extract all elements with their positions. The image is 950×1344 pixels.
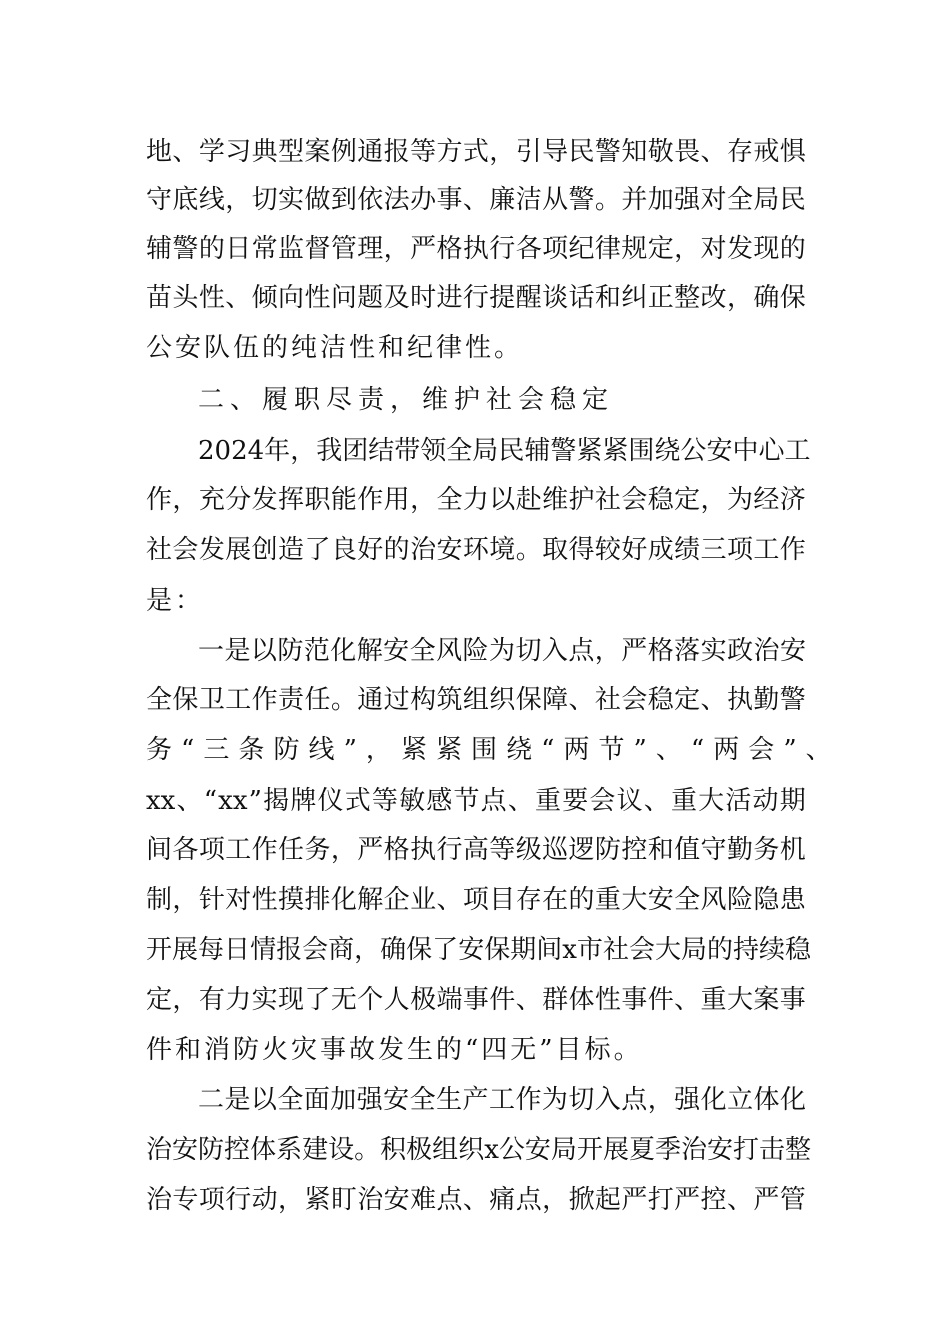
text-line: 务 “ 三 条 防 线 ” ， 紧 紧 围 绕 “ 两 节 ” 、 “ 两 会 ” 、 (146, 735, 832, 765)
text-line: xx 、 “ xx ” 揭 牌 仪 式 等 敏 感 节 点 、 重 要 会 议 、 重 大 活 动 期 (146, 786, 806, 816)
text-line: 辅 警 的 日 常 监 督 管 理 ， 严 格 执 行 各 项 纪 律 规 定 ， 对 发 现 的 (146, 234, 806, 264)
text-line: 制 ， 针 对 性 摸 排 化 解 企 业 、 项 目 存 在 的 重 大 安 全 风 险 隐 患 (146, 885, 806, 915)
text-line: 间 各 项 工 作 任 务 ， 严 格 执 行 高 等 级 巡 逻 防 控 和 值 守 勤 务 机 (146, 835, 806, 865)
text-line: 治 安 防 控 体 系 建 设 。 积 极 组 织 x 公 安 局 开 展 夏 季 治 安 打 击 整 (146, 1135, 812, 1165)
text-line: 2024 年 ， 我 团 结 带 领 全 局 民 辅 警 紧 紧 围 绕 公 安 中 心 工 (198, 436, 811, 466)
text-line: 社 会 发 展 创 造 了 良 好 的 治 安 环 境 。 取 得 较 好 成 绩 三 项 工 作 (146, 535, 806, 565)
text-line: 作 ， 充 分 发 挥 职 能 作 用 ， 全 力 以 赴 维 护 社 会 稳 定 ， 为 经 济 (146, 485, 806, 515)
section-heading: 二、履职尽责，维护社会稳定 (198, 385, 615, 415)
text-line: 全 保 卫 工 作 责 任 。 通 过 构 筑 组 织 保 障 、 社 会 稳 定 、 执 勤 警 (146, 685, 806, 715)
text-line: 守 底 线 ， 切 实 做 到 依 法 办 事 、 廉 洁 从 警 。 并 加 强 对 全 局 民 (146, 185, 806, 215)
text-line: 定 ， 有 力 实 现 了 无 个 人 极 端 事 件 、 群 体 性 事 件 、 重 大 案 事 (146, 985, 806, 1015)
text-line: 件和消防火灾事故发生的“四无”目标。 (146, 1035, 643, 1065)
text-line: 是： (146, 586, 205, 616)
text-line: 一 是 以 防 范 化 解 安 全 风 险 为 切 入 点 ， 严 格 落 实 政 治 安 (198, 636, 806, 666)
text-line: 治 专 项 行 动 ， 紧 盯 治 安 难 点 、 痛 点 ， 掀 起 严 打 严 控 、 严 管 (146, 1185, 806, 1215)
text-line: 地 、 学 习 典 型 案 例 通 报 等 方 式 ， 引 导 民 警 知 敬 畏 、 存 戒 惧 (146, 137, 806, 167)
text-line: 苗 头 性 、 倾 向 性 问 题 及 时 进 行 提 醒 谈 话 和 纠 正 整 改 ， 确 保 (146, 283, 806, 313)
text-line: 开 展 每 日 情 报 会 商 ， 确 保 了 安 保 期 间 x 市 社 会 大 局 的 持 续 稳 (146, 935, 812, 965)
text-line: 二 是 以 全 面 加 强 安 全 生 产 工 作 为 切 入 点 ， 强 化 立 体 化 (198, 1085, 806, 1115)
text-line: 公安队伍的纯洁性和纪律性。 (146, 333, 524, 363)
